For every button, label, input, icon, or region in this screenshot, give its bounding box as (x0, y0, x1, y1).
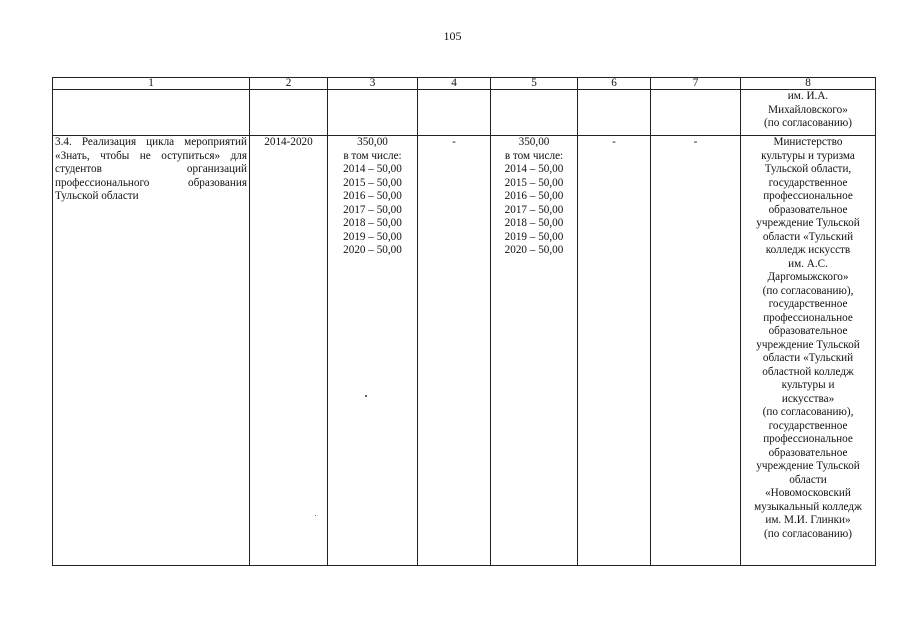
column-number-row (53, 78, 876, 90)
col6-cell: - (578, 136, 651, 566)
column-header: 7 (651, 78, 741, 90)
column-header: 6 (578, 78, 651, 90)
total-funding-cell: 350,00 в том числе: 2014 – 50,00 2015 – 50,00 2016 – 50,00 2017 – 50,00 2018 – 50,00 2019 – 50,00 2020 – 50,00 (328, 136, 418, 566)
column-header: 1 (53, 78, 250, 90)
executor-continuation-cell: им. И.А. Михайловского» (по согласованию) (741, 90, 876, 136)
regional-funding-cell: 350,00 в том числе: 2014 – 50,00 2015 – 50,00 2016 – 50,00 2017 – 50,00 2018 – 50,00 2019 – 50,00 2020 – 50,00 (491, 136, 578, 566)
scan-speck (315, 515, 316, 516)
col7-cell: - (651, 136, 741, 566)
period-cell: 2014-2020 (250, 136, 328, 566)
column-header: 3 (328, 78, 418, 90)
activity-table (52, 77, 876, 566)
table-row (53, 136, 876, 566)
column-header: 5 (491, 78, 578, 90)
executor-cell: Министерство культуры и туризма Тульской области, государственное профессиональное образовательное учреждение Тульской области «Тульский колледж искусств им. А.С. Даргомыжского» (по согласованию), государственное профессиональное образовательное учреждение Тульской области «Тульский областной колледж культуры и искусства» (по согласованию), государственное профессиональное образовательное учреждение Тульской области «Новомосковский музыкальный колледж им. М.И. Глинки» (по согласованию) (741, 136, 876, 566)
scan-speck (365, 395, 367, 397)
task-description-cell: 3.4. Реализация цикла мероприятий «Знать, чтобы не оступиться» для студентов организаций профессионального образования Тульской области (53, 136, 250, 566)
column-header: 2 (250, 78, 328, 90)
page-number: 105 (443, 29, 462, 43)
col4-cell: - (418, 136, 491, 566)
column-header: 8 (741, 78, 876, 90)
continuation-row (53, 90, 876, 136)
column-header: 4 (418, 78, 491, 90)
